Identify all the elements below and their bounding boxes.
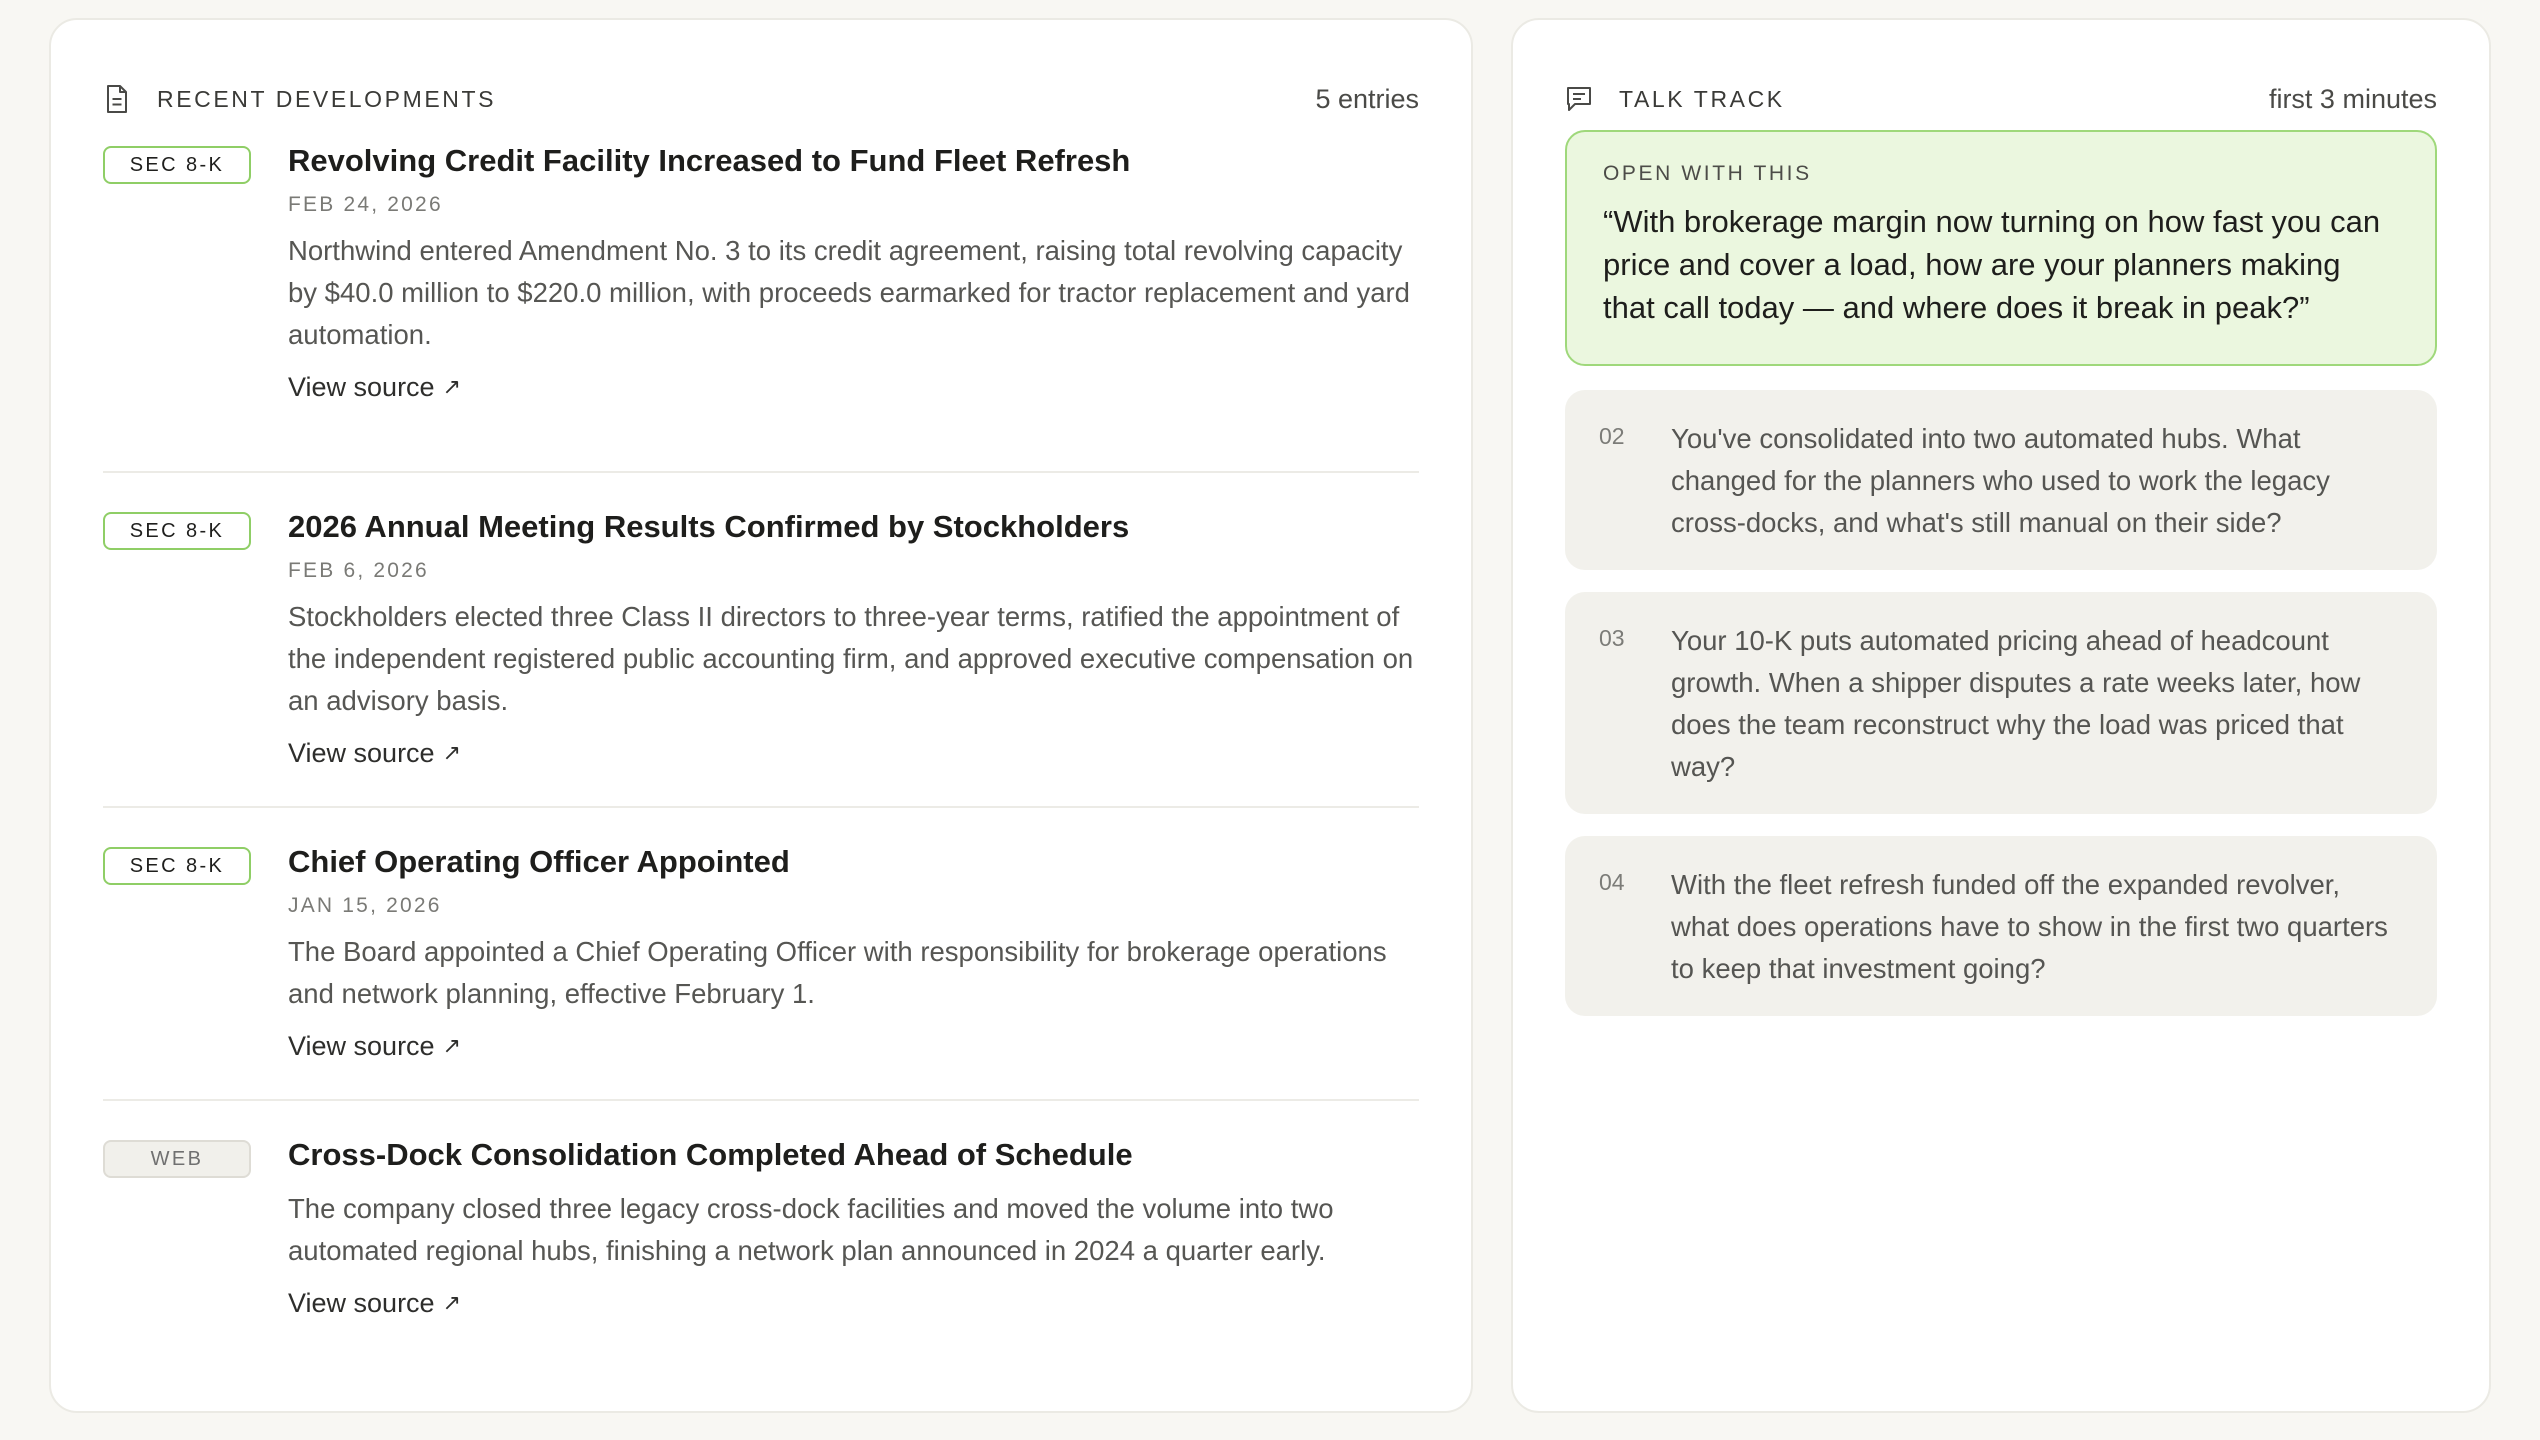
document-icon bbox=[103, 83, 131, 115]
external-link-icon: ↗ bbox=[442, 1290, 462, 1315]
view-source-link[interactable] bbox=[288, 368, 461, 406]
developments-header bbox=[103, 64, 1419, 134]
list-item bbox=[103, 808, 1419, 1101]
list-item bbox=[103, 473, 1419, 808]
talk-track-header bbox=[1565, 64, 2437, 134]
view-source-label: View source bbox=[288, 1288, 435, 1318]
talk-track-title: TALK TRACK bbox=[1619, 85, 1785, 112]
question-card bbox=[1565, 390, 2437, 570]
question-card bbox=[1565, 836, 2437, 1016]
question-number: 04 bbox=[1599, 869, 1625, 895]
entry-title: Revolving Credit Facility Increased to Fund Fleet Refresh bbox=[288, 143, 1131, 178]
view-source-label: View source bbox=[288, 372, 435, 402]
entry-title: Chief Operating Officer Appointed bbox=[288, 844, 790, 879]
recent-developments-panel bbox=[49, 18, 1473, 1413]
external-link-icon: ↗ bbox=[442, 374, 462, 399]
entry-title: Cross-Dock Consolidation Completed Ahead of Schedule bbox=[288, 1137, 1133, 1172]
question-number: 02 bbox=[1599, 423, 1625, 449]
source-tag: SEC 8-K bbox=[103, 146, 251, 184]
developments-list bbox=[103, 140, 1419, 1322]
open-with-label: OPEN WITH THIS bbox=[1603, 162, 1812, 185]
entries-count: 5 entries bbox=[1315, 83, 1419, 114]
source-tag: SEC 8-K bbox=[103, 847, 251, 885]
list-item bbox=[103, 1101, 1419, 1322]
view-source-link[interactable] bbox=[288, 1284, 461, 1322]
list-item bbox=[103, 140, 1419, 473]
question-text: Your 10-K puts automated pricing ahead of headcount growth. When a shipper disputes a rate weeks later, how does the team reconstruct why the load was priced that way? bbox=[1671, 625, 2361, 782]
entry-date: JAN 15, 2026 bbox=[288, 894, 442, 917]
view-source-label: View source bbox=[288, 1031, 435, 1061]
opening-quote: “With brokerage margin now turning on how fast you can price and cover a load, how are your planners making that call today — and where does it break in peak?” bbox=[1603, 204, 2381, 325]
entry-title: 2026 Annual Meeting Results Confirmed by Stockholders bbox=[288, 509, 1130, 544]
entry-summary: Stockholders elected three Class II directors to three-year terms, ratified the appointment of the independent registered public accounting firm, and approved executive compensation on an advisory basis. bbox=[288, 601, 1414, 716]
talk-track-subtitle: first 3 minutes bbox=[2268, 83, 2437, 114]
entry-summary: The Board appointed a Chief Operating Officer with responsibility for brokerage operations and network planning, effective February 1. bbox=[288, 936, 1387, 1009]
question-card bbox=[1565, 592, 2437, 814]
view-source-link[interactable] bbox=[288, 734, 461, 772]
entry-summary: Northwind entered Amendment No. 3 to its credit agreement, raising total revolving capacity by $40.0 million to $220.0 million, with proceeds earmarked for tractor replacement and yard automation. bbox=[288, 235, 1410, 350]
entry-date: FEB 6, 2026 bbox=[288, 559, 429, 582]
opening-question-card bbox=[1565, 130, 2437, 366]
source-tag: WEB bbox=[103, 1140, 251, 1178]
source-tag: SEC 8-K bbox=[103, 512, 251, 550]
talk-track-panel bbox=[1511, 18, 2491, 1413]
entry-date: FEB 24, 2026 bbox=[288, 193, 443, 216]
question-number: 03 bbox=[1599, 625, 1625, 651]
developments-title: RECENT DEVELOPMENTS bbox=[157, 85, 497, 112]
question-text: You've consolidated into two automated hubs. What changed for the planners who used to work the legacy cross-docks, and what's still manual on their side? bbox=[1671, 423, 2330, 538]
view-source-link[interactable] bbox=[288, 1027, 461, 1065]
entry-summary: The company closed three legacy cross-dock facilities and moved the volume into two automated regional hubs, finishing a network plan announced in 2024 a quarter early. bbox=[288, 1193, 1334, 1266]
chat-bubble-icon bbox=[1565, 83, 1593, 115]
external-link-icon: ↗ bbox=[442, 1033, 462, 1058]
external-link-icon: ↗ bbox=[442, 740, 462, 765]
question-text: With the fleet refresh funded off the expanded revolver, what does operations have to show in the first two quarters to keep that investment going? bbox=[1671, 869, 2388, 984]
view-source-label: View source bbox=[288, 738, 435, 768]
